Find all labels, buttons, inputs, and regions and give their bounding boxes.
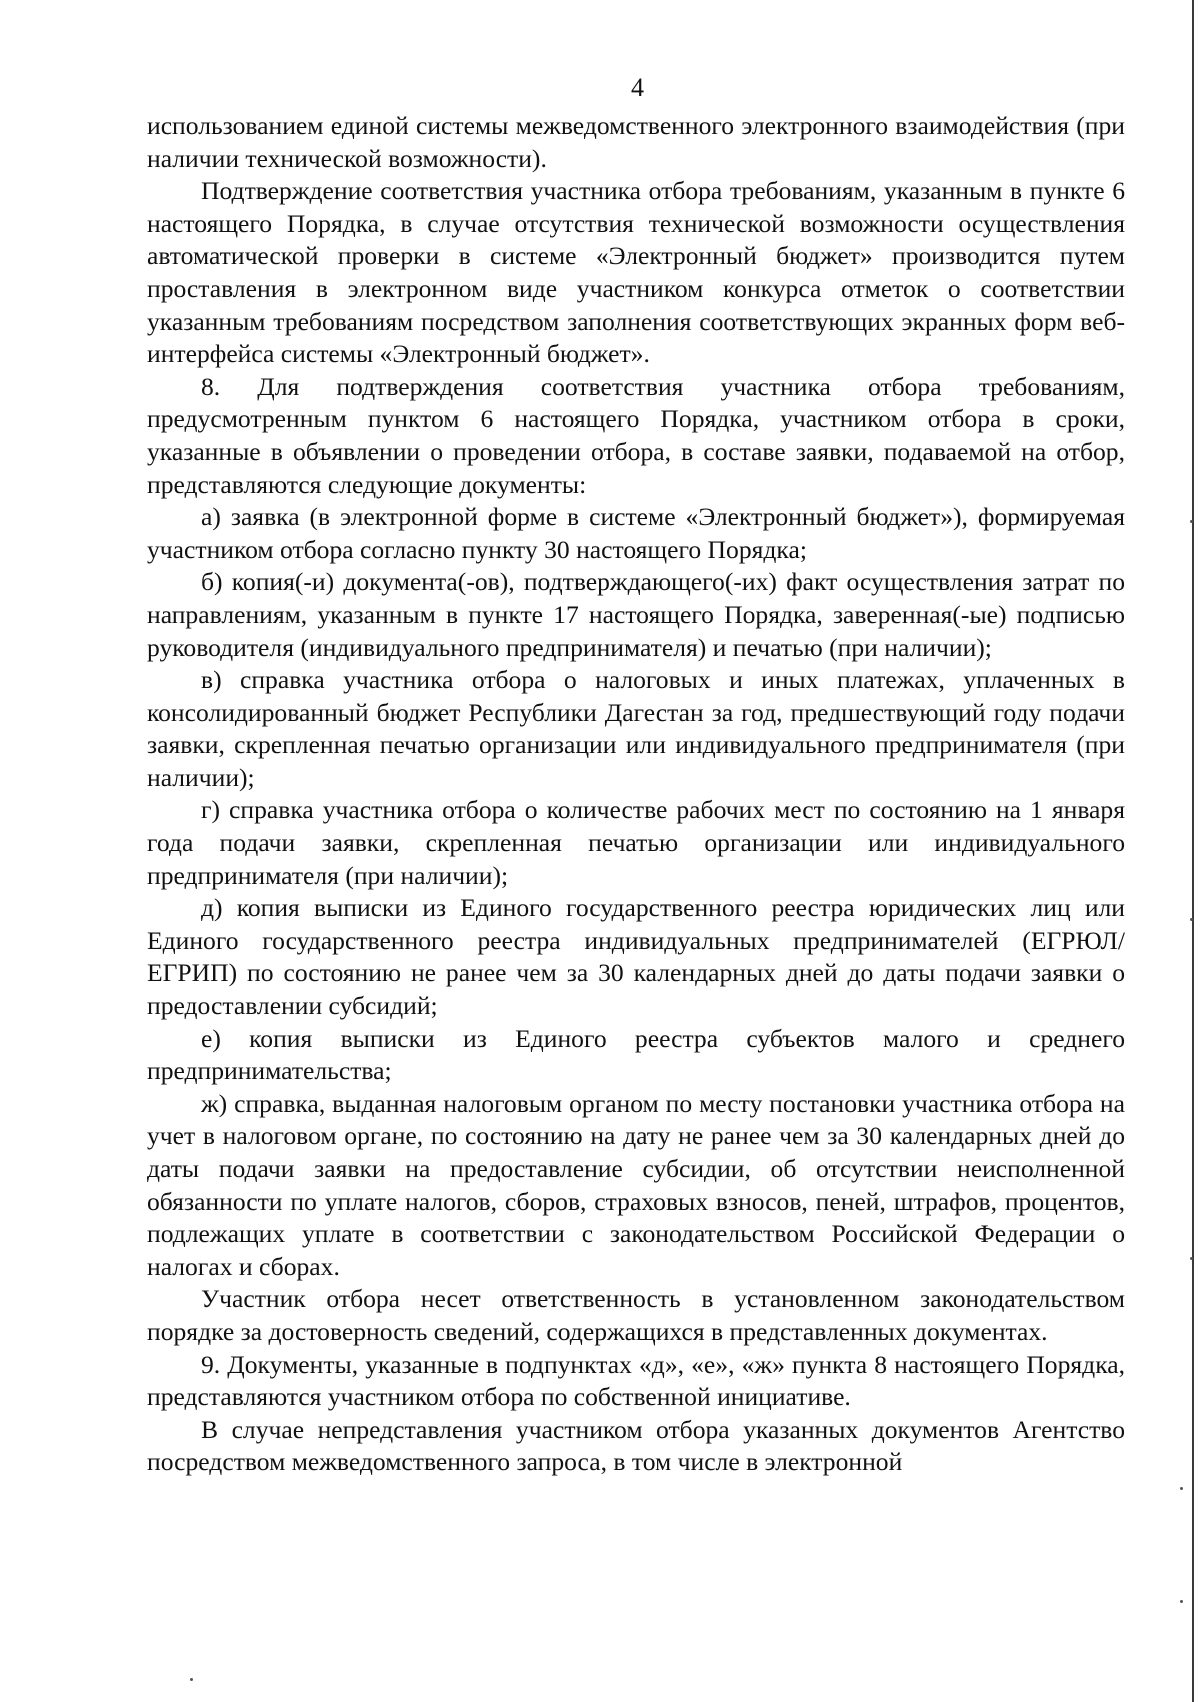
document-body — [147, 110, 1125, 1479]
paragraph-nonsubmission: В случае непредставления участником отбора указанных документов Агентство посредством межведомственного запроса, в том числе в электронной — [147, 1414, 1125, 1477]
scan-speck — [190, 1678, 193, 1681]
scan-speck — [1190, 520, 1193, 523]
paragraph-responsibility: Участник отбора несет ответственность в установленном законодательством порядке за достоверность сведений, содержащихся в представленных документах. — [147, 1284, 1125, 1346]
paragraph-subitem-e: е) копия выписки из Единого реестра субъектов малого и среднего предпринимательства; — [147, 1023, 1125, 1086]
paragraph-subitem-zh: ж) справка, выданная налоговым органом по месту постановки участника отбора на учет в налоговом органе, по состоянию на дату не ранее чем за 30 календарных дней до даты подачи заявки на предоставление субсидии, об отсутствии неисполненной обязанности по уплате налогов, сборов, страховых взносов, пеней, штрафов, процентов, подлежащих уплате в соответствии с законодательством Российской Федерации о налогах и сборах. — [147, 1088, 1125, 1281]
page-number: 4 — [631, 73, 644, 102]
paragraph-subitem-b: б) копия(-и) документа(-ов), подтверждающего(-их) факт осуществления затрат по направлениям, указанным в пункте 17 настоящего Порядка, заверенная(-ые) подписью руководителя (индивидуального предпринимателя) и печатью (при наличии); — [147, 567, 1125, 662]
scan-edge-line — [1192, 0, 1194, 1702]
paragraph-continuation: использованием единой системы межведомственного электронного взаимодействия (при наличии технической возможности). — [147, 111, 1125, 173]
scan-speck — [1180, 1487, 1183, 1490]
paragraph-subitem-a: а) заявка (в электронной форме в системе «Электронный бюджет»), формируемая участником отбора согласно пункту 30 настоящего Порядка; — [147, 502, 1125, 564]
scan-speck — [1190, 918, 1193, 921]
paragraph-subitem-g: г) справка участника отбора о количестве рабочих мест по состоянию на 1 января года подачи заявки, скрепленная печатью организации или индивидуального предпринимателя (при наличии); — [147, 795, 1125, 890]
paragraph-subitem-v: в) справка участника отбора о налоговых и иных платежах, уплаченных в консолидированный бюджет Республики Дагестан за год, предшествующий году подачи заявки, скрепленная печатью организации или индивидуального предпринимателя (при наличии); — [147, 665, 1125, 792]
scan-speck — [1180, 1600, 1183, 1603]
paragraph-subitem-d: д) копия выписки из Единого государственного реестра юридических лиц или Единого государственного реестра индивидуальных предпринимателей (ЕГРЮЛ/ЕГРИП) по состоянию не ранее чем за 30 календарных дней до даты подачи заявки о предоставлении субсидий; — [147, 893, 1125, 1021]
scan-speck — [1190, 1257, 1193, 1260]
paragraph-confirmation: Подтверждение соответствия участника отбора требованиям, указанным в пункте 6 настоящего Порядка, в случае отсутствия технической возможности осуществления автоматической проверки в системе «Электронный бюджет» производится путем проставления в электронном виде участником конкурса отметок о соответствии указанным требованиям посредством заполнения соответствующих экранных форм веб-интерфейса системы «Электронный бюджет». — [147, 176, 1125, 369]
paragraph-item-8: 8. Для подтверждения соответствия участника отбора требованиям, предусмотренным пунктом 6 настоящего Порядка, участником отбора в сроки, указанные в объявлении о проведении отбора, в составе заявки, подаваемой на отбор, представляются следующие документы: — [147, 371, 1125, 499]
paragraph-item-9: 9. Документы, указанные в подпунктах «д», «е», «ж» пункта 8 настоящего Порядка, представляются участником отбора по собственной инициативе. — [147, 1349, 1125, 1412]
